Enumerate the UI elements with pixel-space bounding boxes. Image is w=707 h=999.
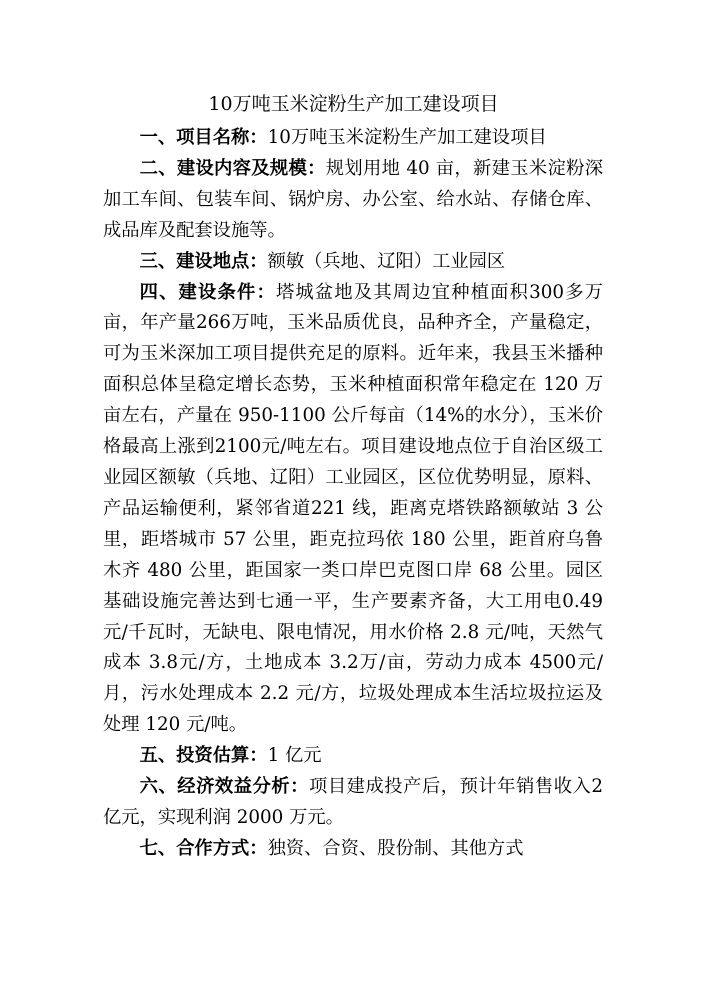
section-text: 额敏（兵地、辽阳）工业园区: [267, 250, 506, 272]
section-location: [103, 247, 603, 278]
section-heading: 三、建设地点：: [139, 250, 268, 272]
section-text: 项目建成投产后，预计年销售收入2亿元，实现利润 2000 万元。: [103, 776, 603, 828]
section-heading: 六、经济效益分析：: [139, 776, 310, 798]
section-scope: [103, 154, 603, 247]
document-title: 10万吨玉米淀粉生产加工建设项目: [208, 93, 499, 115]
section-heading: 五、投资估算：: [139, 745, 268, 767]
section-text: 独资、合资、股份制、其他方式: [267, 837, 524, 859]
section-text: 塔城盆地及其周边宜种植面积300多万亩，年产量266万吨，玉米品质优良，品种齐全，产量稳定，可为玉米深加工项目提供充足的原料。近年来，我县玉米播种面积总体呈稳定增长态势，玉米种植面积常年稳定在 120 万亩左右，产量在 950-1100 公斤每亩（14%的水分），玉米价格最高上涨到2100元/吨左右。项目建设地点位于自治区级工业园区额敏（兵地、辽阳）工业园区，区位优势明显，原料、产品运输便利，紧邻省道221 线，距离克塔铁路额敏站 3 公里，距塔城市 57 公里，距克拉玛依 180 公里，距首府乌鲁木齐 480 公里，距国家一类口岸巴克图口岸 68 公里。园区基础设施完善达到七通一平，生产要素齐备，大工用电0.49 元/千瓦时，无缺电、限电情况，用水价格 2.8 元/吨，天然气成本 3.8元/方，土地成本 3.2万/亩，劳动力成本 4500元/月，污水处理成本 2.2 元/方，垃圾处理成本生活垃圾拉运及处理 120 元/吨。: [103, 281, 603, 736]
document-body: [103, 123, 603, 865]
section-heading: 七、合作方式：: [139, 837, 268, 859]
section-cooperation: [103, 834, 603, 865]
section-text: 规划用地 40 亩，新建玉米淀粉深加工车间、包装车间、锅炉房、办公室、给水站、存储仓库、成品库及配套设施等。: [103, 157, 603, 241]
section-text: 10万吨玉米淀粉生产加工建设项目: [267, 127, 547, 148]
section-benefits: [103, 772, 603, 834]
section-text: 1 亿元: [267, 745, 322, 767]
section-conditions: [103, 278, 603, 742]
section-investment: [103, 741, 603, 772]
section-heading: 二、建设内容及规模：: [139, 157, 326, 179]
section-heading: 四、建设条件：: [139, 281, 276, 303]
section-heading: 一、项目名称：: [139, 127, 268, 148]
section-project-name: [103, 123, 603, 154]
